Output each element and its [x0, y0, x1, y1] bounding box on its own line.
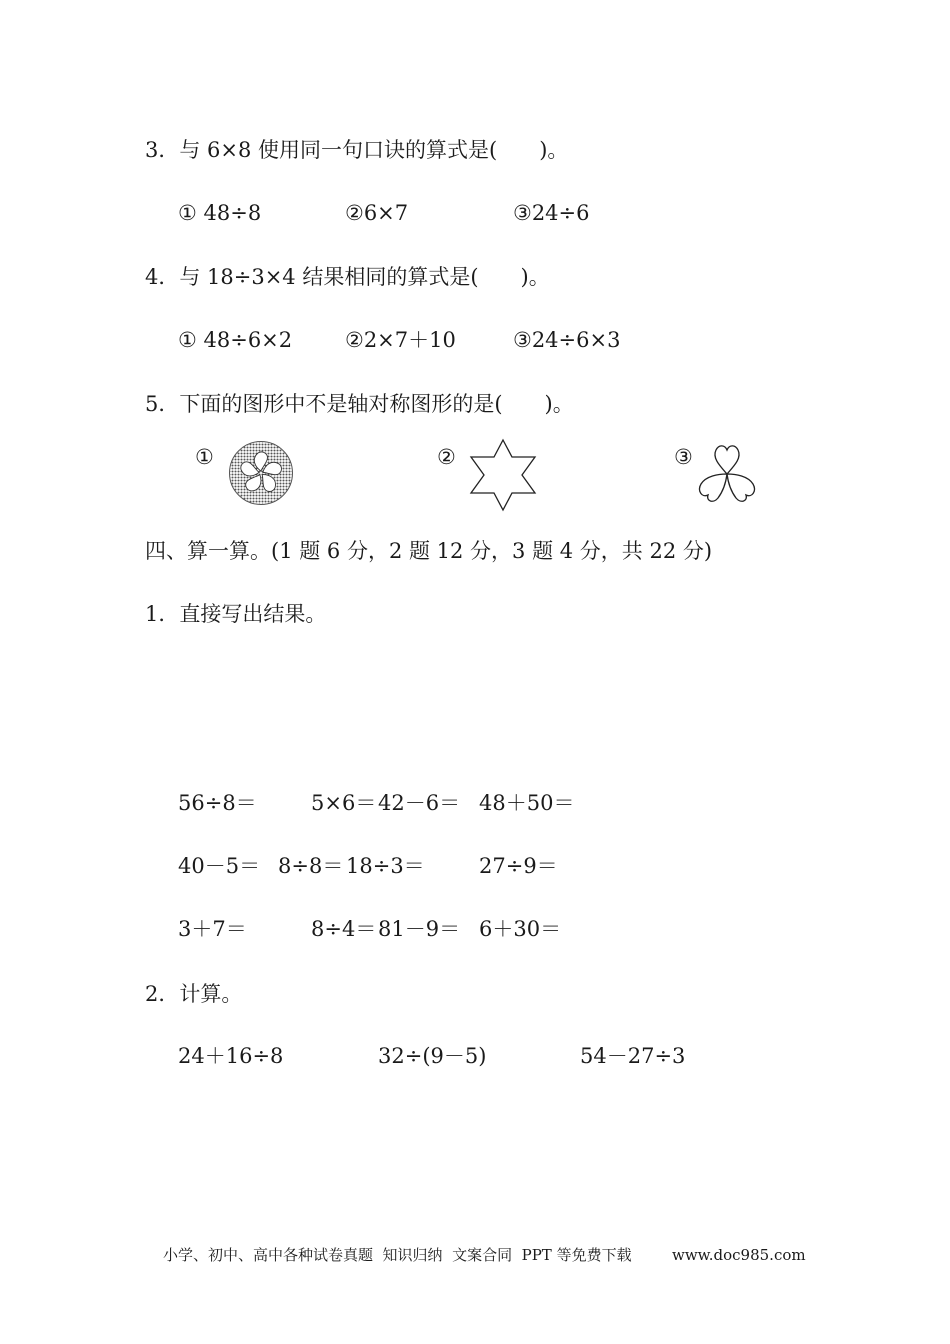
compute-item: 32÷(9－5) [378, 1044, 487, 1068]
compute-item: 24＋16÷8 [178, 1044, 284, 1068]
six-pointed-star-icon [468, 438, 538, 512]
section4-sub2-title: 2．计算。 [145, 982, 243, 1006]
calc-item: 8÷8＝ [278, 854, 344, 878]
q4-option-3: ③24÷6×3 [513, 328, 621, 352]
calc-item: 6＋30＝ [479, 917, 562, 941]
footer-text: 小学、初中、高中各种试卷真题 知识归纳 文案合同 PPT 等免费下载 [163, 1246, 632, 1264]
q4-stem: 4．与 18÷3×4 结果相同的算式是( )。 [145, 265, 550, 289]
calc-item: 56÷8＝ [178, 791, 257, 815]
q5-mark-1: ① [195, 445, 214, 469]
q4-option-2: ②2×7＋10 [345, 328, 456, 352]
calc-item: 18÷3＝ [346, 854, 425, 878]
calc-item: 27÷9＝ [479, 854, 558, 878]
q3-option-3: ③24÷6 [513, 201, 590, 225]
q5-stem: 5．下面的图形中不是轴对称图形的是( )。 [145, 392, 574, 416]
calc-item: 81－9＝ [378, 917, 461, 941]
section4-sub1-title: 1．直接写出结果。 [145, 602, 327, 626]
compute-item: 54－27÷3 [580, 1044, 686, 1068]
calc-item: 42－6＝ [378, 791, 461, 815]
calc-item: 40－5＝ [178, 854, 261, 878]
section4-heading: 四、算一算。(1 题 6 分，2 题 12 分，3 题 4 分，共 22 分) [145, 539, 713, 563]
calc-item: 48＋50＝ [479, 791, 575, 815]
q5-mark-2: ② [437, 445, 456, 469]
footer-url[interactable]: www.doc985.com [672, 1246, 806, 1264]
calc-item: 5×6＝ [311, 791, 377, 815]
calc-item: 3＋7＝ [178, 917, 247, 941]
bauhinia-emblem-icon [228, 440, 294, 506]
q3-option-1: ① 48÷8 [178, 201, 262, 225]
calc-item: 8÷4＝ [311, 917, 377, 941]
q3-stem: 3．与 6×8 使用同一句口诀的算式是( )。 [145, 138, 569, 162]
q3-option-2: ②6×7 [345, 201, 409, 225]
q5-mark-3: ③ [674, 445, 693, 469]
three-heart-clover-icon [696, 440, 758, 504]
q4-option-1: ① 48÷6×2 [178, 328, 293, 352]
